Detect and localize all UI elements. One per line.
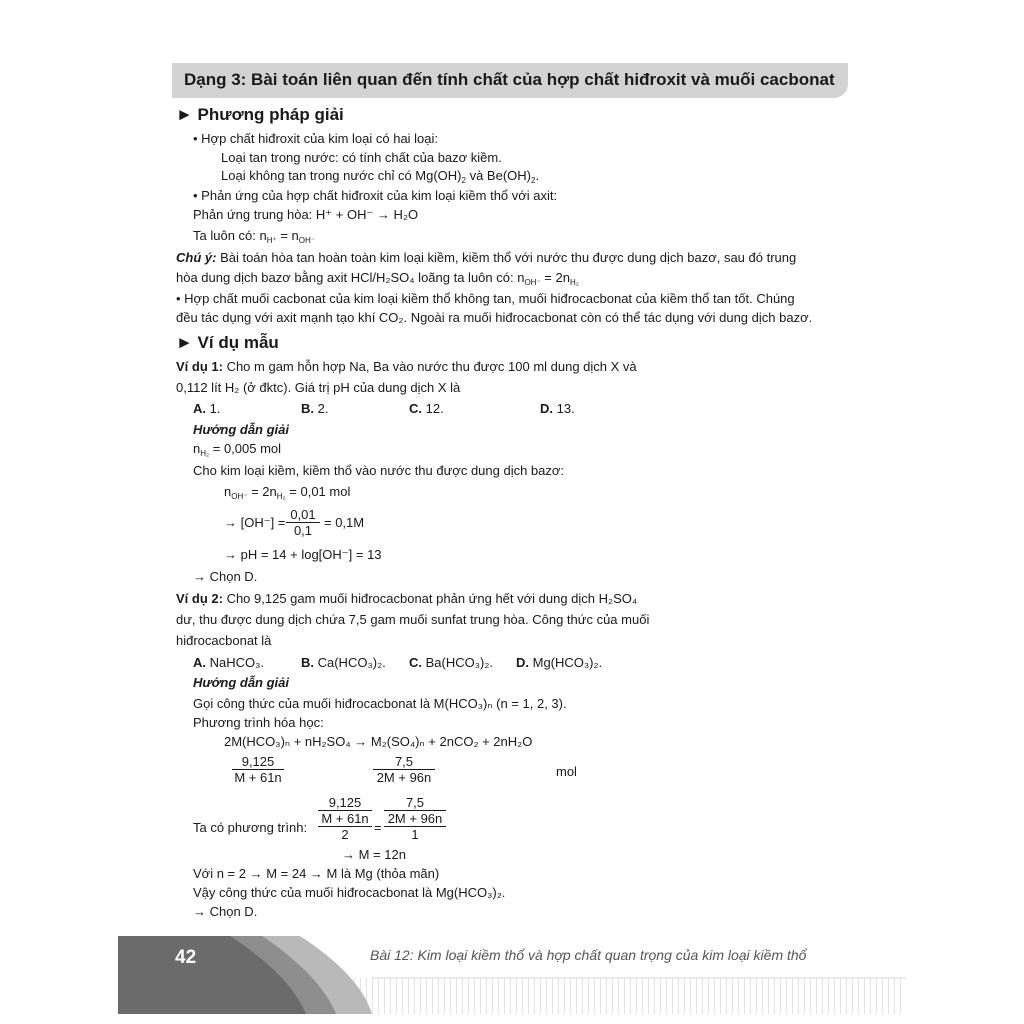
example-1-step-4-left: → [OH⁻] = [224, 515, 286, 530]
example-2-option-c: C. Ba(HCO₃)₂. [409, 655, 494, 670]
neutralization-reaction: Phản ứng trung hòa: H⁺ + OH⁻ → H₂O [193, 207, 419, 222]
note-line-1: Chú ý: Bài toán hòa tan hoàn toàn kim loại kiềm, kiềm thổ với nước thu được dung dịch bazơ, sau đó trung [176, 250, 797, 265]
example-2-step-4: → M = 12n [342, 847, 406, 862]
example-1-step-3: $n_{OH^-} = 2n_{H_2} = 0,01$ mol [224, 484, 351, 501]
example-1-line-2: 0,112 lít H₂ (ở đktc). Giá trị pH của dung dịch X là [176, 380, 461, 395]
example-1-fraction: $\frac{0,01}{0,1}$ [286, 507, 320, 538]
page-number: 42 [175, 947, 197, 968]
method-bullet-3-line-2: đều tác dụng với axit mạnh tạo khí CO₂. Ngoài ra muối hiđrocacbonat còn có thể tác dụng với dung dịch bazơ. [176, 310, 813, 325]
example-1-answer: → Chọn D. [193, 569, 258, 584]
example-1-line-1: Ví dụ 1: Cho m gam hỗn hợp Na, Ba vào nước thu được 100 ml dung dịch X và [176, 359, 637, 374]
examples-heading: ► Ví dụ mẫu [176, 333, 279, 352]
example-1-option-c: C. 12. [409, 401, 444, 416]
method-bullet-1b: Loại không tan trong nước chỉ có $Mg(OH)_2$ và $Be(OH)_2$. [221, 168, 540, 185]
example-1-option-d: D. 13. [540, 401, 575, 416]
example-2-equals: = [374, 820, 382, 835]
method-bullet-2: • Phản ứng của hợp chất hiđroxit của kim loại kiềm thổ với axit: [193, 188, 558, 203]
example-2-equation: 2M(HCO₃)ₙ + nH₂SO₄ → M₂(SO₄)ₙ + 2nCO₂ + 2nH₂O [224, 734, 533, 749]
example-2-guide-heading: Hướng dẫn giải [193, 675, 290, 690]
example-2-step-3: Ta có phương trình: [193, 820, 308, 835]
example-2-step-5: Với n = 2 → M = 24 → M là Mg (thỏa mãn) [193, 866, 440, 881]
method-bullet-3-line-1: • Hợp chất muối cacbonat của kim loại kiềm thổ không tan, muối hiđrocacbonat của kiềm thổ tan tốt. Chúng [176, 291, 795, 306]
section-title: Dạng 3: Bài toán liên quan đến tính chất của hợp chất hiđroxit và muối cacbonat [184, 70, 835, 89]
example-1-step-2: Cho kim loại kiềm, kiềm thổ vào nước thu được dung dịch bazơ: [193, 463, 565, 478]
example-1-step-5: → pH = 14 + log[OH⁻] = 13 [224, 547, 382, 562]
example-2-mol-unit: mol [556, 764, 577, 779]
example-2-compound-fraction-1: 9,125 M + 61n 2 [318, 795, 372, 842]
example-2-compound-fraction-2: 7,5 2M + 96n 1 [384, 795, 446, 842]
example-1-step-1: $n_{H_2} = 0,005$ mol [193, 441, 282, 458]
example-2-option-b: B. Ca(HCO₃)₂. [301, 655, 386, 670]
example-2-line-2: dư, thu được dung dịch chứa 7,5 gam muối sunfat trung hòa. Công thức của muối [176, 612, 650, 627]
note-line-2: hòa dung dịch bazơ bằng axit HCl/H₂SO₄ loãng ta luôn có: $n_{OH^-} = 2n_{H_2}$ [176, 270, 579, 287]
example-2-option-a: A. NaHCO₃. [193, 655, 265, 670]
example-2-mole-fraction-1: $\frac{9,125}{M + 61n}$ [232, 754, 284, 785]
example-2-line-1: Ví dụ 2: Cho 9,125 gam muối hiđrocacbonat phản ứng hết với dung dịch H₂SO₄ [176, 591, 638, 606]
example-1-guide-heading: Hướng dẫn giải [193, 422, 290, 437]
method-heading: ► Phương pháp giải [176, 105, 344, 124]
chapter-title: Bài 12: Kim loại kiềm thổ và hợp chất quan trọng của kim loại kiềm thổ [370, 947, 807, 963]
mole-equality: Ta luôn có: $n_{H^+} = n_{OH^-}$ [193, 228, 315, 245]
example-2-option-d: D. Mg(HCO₃)₂. [516, 655, 603, 670]
example-1-option-b: B. 2. [301, 401, 329, 416]
example-2-mole-fraction-2: $\frac{7,5}{2M + 96n}$ [373, 754, 435, 785]
example-2-step-1: Gọi công thức của muối hiđrocacbonat là M(HCO₃)ₙ (n = 1, 2, 3). [193, 696, 567, 711]
example-2-line-3: hiđrocacbonat là [176, 633, 272, 648]
example-1-step-4-right: = 0,1M [324, 515, 365, 530]
example-2-step-6: Vậy công thức của muối hiđrocacbonat là Mg(HCO₃)₂. [193, 885, 506, 900]
method-bullet-1a: Loại tan trong nước: có tính chất của bazơ kiềm. [221, 150, 502, 165]
example-2-answer: → Chọn D. [193, 904, 258, 919]
method-bullet-1: • Hợp chất hiđroxit của kim loại có hai loại: [193, 131, 439, 146]
example-2-step-2: Phương trình hóa học: [193, 715, 324, 730]
example-1-option-a: A. 1. [193, 401, 221, 416]
